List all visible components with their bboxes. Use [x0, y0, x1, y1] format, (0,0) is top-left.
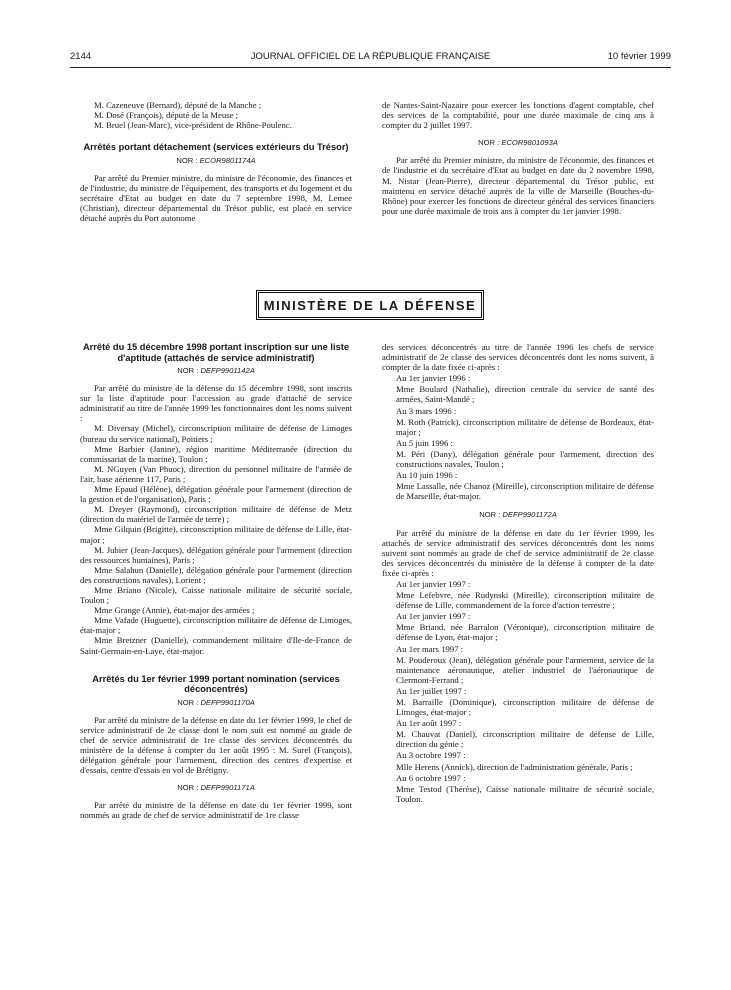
ministry-title-box — [256, 290, 484, 320]
list-item: M. Jubier (Jean-Jacques), délégation générale pour l'armement (direction des ressources humaines), Paris ; — [80, 544, 352, 565]
date-line: Au 1er août 1997 : — [396, 718, 462, 729]
list-item: Mme Briand, née Barralon (Véronique), circonscription militaire de défense de Lyon, état-major ; — [396, 622, 654, 643]
date-line: Au 1er juillet 1997 : — [396, 685, 467, 696]
list-item: Mme Vafade (Huguette), circonscription militaire de défense de Limoges, état-major ; — [80, 615, 352, 636]
list-item: M. Chauvat (Daniel), circonscription militaire de défense de Lille, direction du génie ; — [396, 729, 654, 750]
decree-text: Par arrêté du Premier ministre, du ministre de l'économie, des finances et de l'industrie et du secrétaire d'Etat au budget en date du 2 novembre 1998, M. Nistar (Jean-Pierre), directeur départemental du Trésor public, est maintenu en service détaché auprès de la ville de Marseille (Bouches-du-Rhône) pour exercer les fonctions de directeur général des services financiers pour une durée maximale de trois ans à compter du 1er janvier 1998. — [382, 155, 654, 216]
member-line: M. Cazeneuve (Bernard), député de la Manche ; — [94, 100, 262, 110]
section-heading-nomination: Arrêtés du 1er février 1999 portant nomination (services déconcentrés) — [92, 673, 340, 695]
issue-date: 10 février 1999 — [607, 51, 671, 62]
list-item: Mme Epaud (Hélène), délégation générale pour l'armement (direction de la gestion et de l'organisation), Paris ; — [80, 484, 352, 505]
section-heading-detachment: Arrêtés portant détachement (services extérieurs du Trésor) — [83, 142, 349, 153]
list-item: M. Dreyer (Raymond), circonscription militaire de défense de Metz (direction du matériel de l'armée de terre) ; — [80, 504, 352, 525]
list-item: Mme Briano (Nicole), Caisse nationale militaire de sécurité sociale, Toulon ; — [80, 584, 352, 606]
top-left-column — [80, 100, 352, 223]
date-line: Au 6 octobre 1997 : — [396, 772, 466, 783]
bottom-left-column — [80, 342, 352, 821]
nor-reference: NOR : DEFP9901171A — [177, 783, 255, 793]
date-line: Au 1er mars 1997 : — [396, 643, 464, 654]
list-item: Mme Boulard (Nathalie), direction centrale du service de santé des armées, Saint-Mandé ; — [396, 384, 654, 405]
list-item: Mme Testod (Thérèse), Caisse nationale militaire de sécurité sociale, Toulon. — [396, 783, 654, 804]
date-line: Au 3 octobre 1997 : — [396, 750, 466, 761]
list-item: M. Diversay (Michel), circonscription militaire de défense de Limoges (bureau du service national), Poitiers ; — [80, 423, 352, 444]
page-header — [70, 47, 671, 68]
nor-reference: NOR : ECOR9801093A — [478, 138, 558, 148]
list-item: M. Roth (Patrick), circonscription militaire de défense de Bordeaux, état-major ; — [396, 416, 654, 437]
list-item: Mme Lassalle, née Chanoz (Mireille), circonscription militaire de défense de Marseille, état-major. — [396, 481, 654, 502]
bottom-right-column — [382, 342, 654, 805]
list-item: Mme Lefebvre, née Rudynski (Mireille), circonscription militaire de défense de Lille, commandement de la force d'action terrestre ; — [396, 590, 654, 611]
top-right-column — [382, 100, 654, 216]
nor-reference: NOR : DEFP9901170A — [177, 697, 255, 707]
nor-reference: NOR : ECOR9801174A — [176, 155, 256, 165]
decree-text-continued: de Nantes-Saint-Nazaire pour exercer les fonctions d'agent comptable, chef des services de la comptabilité, pour une durée maximale de cinq ans à compter du 2 juillet 1997. — [382, 100, 654, 131]
nor-reference: NOR : DEFP9901142A — [177, 366, 255, 375]
date-line: Au 3 mars 1996 : — [396, 405, 457, 416]
page-number: 2144 — [70, 51, 92, 62]
list-item: M. NGuyen (Van Phuoc), direction du personnel militaire de l'armée de l'air, base aérienne 117, Paris ; — [80, 463, 352, 484]
date-line: Au 1er janvier 1997 : — [396, 578, 471, 589]
list-item: M. Barraille (Dominique), circonscription militaire de défense de Limoges, état-major ; — [396, 697, 654, 718]
list-item: Mme Bretzner (Danielle), commandement militaire d'Ile-de-France de Saint-Germain-en-Laye, état-major. — [80, 635, 352, 656]
list-item: Mme Barbier (Janine), région maritime Méditerranée (direction du commissariat de la marine), Toulon ; — [80, 443, 352, 464]
decree-text: Par arrêté du ministre de la défense du 15 décembre 1998, sont inscrits sur la liste d'aptitude pour l'accession au grade d'attaché de service administratif au titre de l'année 1999 les fonctionnaires dont les noms suivent : — [80, 383, 352, 424]
decree-text: Par arrêté du ministre de la défense en date du 1er février 1999, sont nommés au grade de chef de service administratif de 1re classe — [80, 800, 352, 821]
decree-text: Par arrêté du ministre de la défense en date du 1er février 1999, le chef de service administratif de 2e classe dont le nom suit est nommé au grade de chef de service administratif de 1re classe des services déconcentrés du ministère de la défense à compter du 1er août 1995 : M. Surel (François), délégation générale pour l'armement, direction des centres d'expertise et d'essais, centre d'essais en vol de Brétigny. — [80, 714, 352, 776]
list-item: Mme Gilquin (Brigitte), circonscription militaire de défense de Lille, état-major ; — [80, 524, 352, 545]
member-line: M. Bruel (Jean-Marc), vice-président de Rhône-Poulenc. — [94, 120, 292, 131]
date-line: Au 1er janvier 1996 : — [396, 373, 471, 384]
member-line: M. Dosé (François), député de la Meuse ; — [94, 110, 239, 121]
list-item: Mme Grange (Annie), état-major des armées ; — [94, 605, 255, 616]
nor-reference: NOR : DEFP9901172A — [479, 510, 557, 520]
list-item: Mlle Herens (Annick), direction de l'administration générale, Paris ; — [396, 761, 633, 772]
journal-title: JOURNAL OFFICIEL DE LA RÉPUBLIQUE FRANÇAISE — [250, 51, 491, 62]
list-item: M. Pouderoux (Jean), délégation générale pour l'armement, service de la maintenance aéronautique, atelier industriel de l'aéronautique de Clermont-Ferrand ; — [396, 654, 654, 685]
date-line: Au 5 juin 1996 : — [396, 437, 453, 448]
list-item: Mme Salahun (Danielle), délégation générale pour l'armement (direction des constructions navales), Lorient ; — [80, 564, 352, 585]
decree-text-continued: des services déconcentrés au titre de l'année 1996 les chefs de service administratif de 2e classe des services déconcentrés dont les noms suivent, à compter de la date fixée ci-après : — [382, 342, 654, 373]
decree-text: Par arrêté du ministre de la défense en date du 1er février 1999, les attachés de service administratif des services déconcentrés dont les noms suivent sont nommés au grade de chef de service administratif de 2e classe des services déconcentrés du ministère de la défense à compter de la date fixée ci-après : — [382, 527, 654, 578]
list-item: M. Péri (Dany), délégation générale pour l'armement, direction des constructions navales, Toulon ; — [396, 448, 654, 470]
section-heading-aptitude: Arrêté du 15 décembre 1998 portant inscription sur une liste d'aptitude (attachés de service administratif) — [82, 342, 350, 363]
ministry-title: MINISTÈRE DE LA DÉFENSE — [263, 297, 477, 313]
date-line: Au 10 juin 1996 : — [396, 470, 458, 481]
decree-text: Par arrêté du Premier ministre, du ministre de l'économie, des finances et de l'industrie, du ministre de l'équipement, des transports et du logement et du secrétaire d'Etat au budget en date du 7 septembre 1998, M. Lemee (Christian), directeur départemental du Trésor public, est placé en service détaché auprès du Port autonome — [80, 172, 352, 224]
date-line: Au 1er janvier 1997 : — [396, 611, 471, 622]
